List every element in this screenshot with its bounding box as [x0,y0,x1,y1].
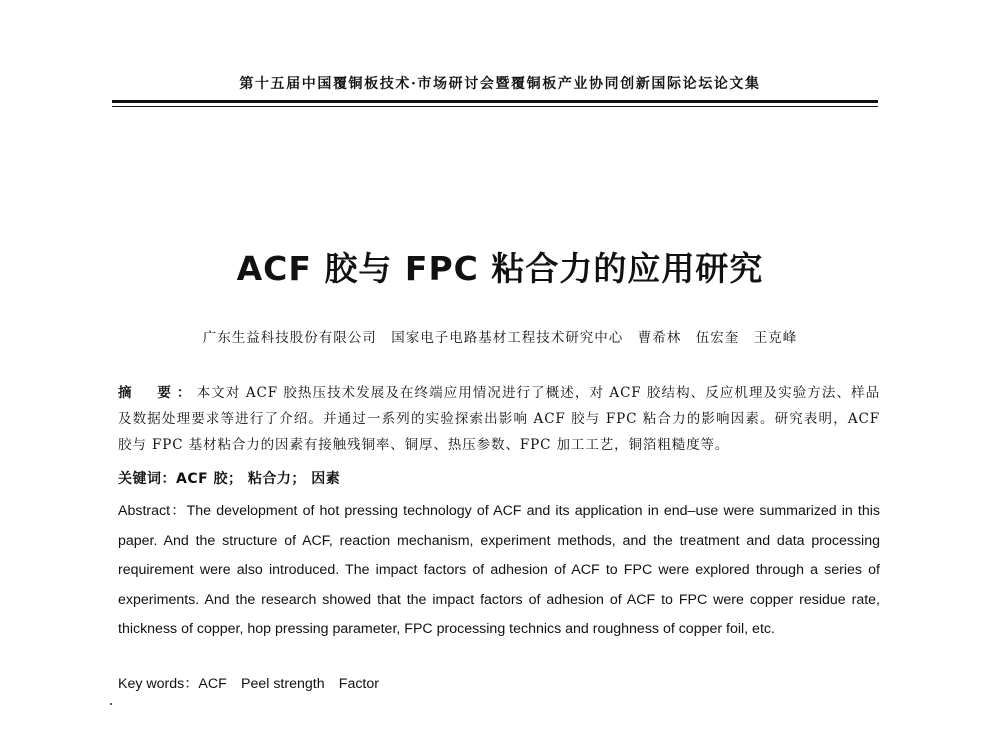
english-abstract: Abstract：The development of hot pressing technology of ACF and its application in end–use were summarized in this paper. And the structure of ACF, reaction mechanism, experiment methods, and the treatment and data processing requirement were also introduced. The impact factors of adhesion of ACF to FPC were explored through a series of experiments. And the research showed that the impact factors of adhesion of ACF to FPC were copper residue rate, thickness of copper, hop pressing parameter, FPC processing technics and roughness of copper foil, etc. [118,503,880,637]
chinese-abstract [118,380,880,458]
scan-speck [110,703,112,705]
author-affiliation-line: 广东生益科技股份有限公司 国家电子电路基材工程技术研究中心 曹希林 伍宏奎 王克峰 [202,330,798,346]
chinese-abstract-text: 本文对 ACF 胶热压技术发展及在终端应用情况进行了概述，对 ACF 胶结构、反应机理及实验方法、样品及数据处理要求等进行了介绍。并通过一系列的实验探索出影响 ACF 胶与 FPC 粘合力的影响因素。研究表明，ACF 胶与 FPC 基材粘合力的因素有接触残铜率、铜厚、热压参数、FPC 加工工艺，铜箔粗糙度等。 [118,385,880,453]
header-rule-thin [112,106,878,107]
chinese-abstract-label: 摘 要： [118,385,197,401]
header-rule-thick [112,100,878,103]
paper-title: ACF 胶与 FPC 粘合力的应用研究 [236,249,764,288]
chinese-keywords: 关键词：ACF 胶； 粘合力； 因素 [118,471,341,487]
proceedings-header: 第十五届中国覆铜板技术·市场研讨会暨覆铜板产业协同创新国际论坛论文集 [239,76,761,92]
english-keywords: Key words：ACF Peel strength Factor [118,676,379,692]
